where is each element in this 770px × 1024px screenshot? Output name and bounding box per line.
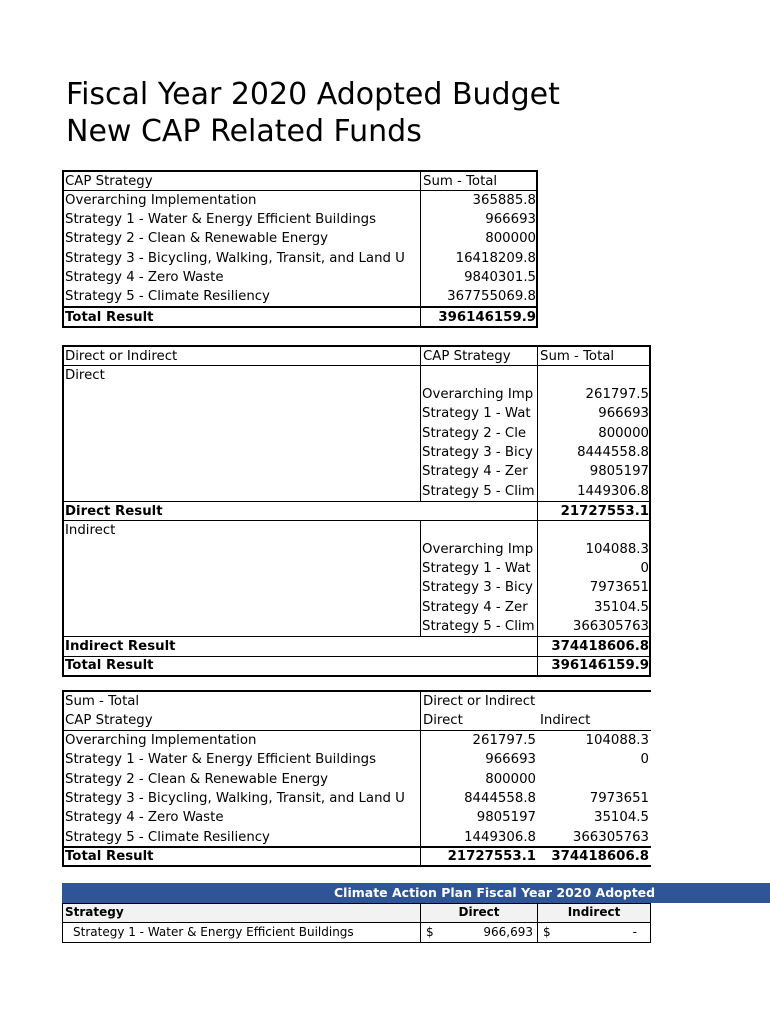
table2-indirect-strategy: Strategy 3 - Bicy (422, 580, 533, 595)
title-line-2: New CAP Related Funds (66, 114, 422, 149)
table3-corner-label: Sum - Total (65, 694, 140, 709)
table2-indirect-total: 7973651 (589, 580, 649, 595)
table3-row-indirect: 366305763 (572, 830, 649, 845)
table2-header-total: Sum - Total (540, 349, 615, 364)
table2-total-label: Total Result (65, 658, 154, 673)
table3-row-direct: 966693 (485, 752, 536, 767)
table3-row-indirect (539, 770, 649, 789)
table2-col2-divider (537, 345, 538, 677)
table2-direct-strategy: Overarching Imp (422, 387, 534, 402)
table4-col-direct: Direct (458, 905, 500, 919)
table3-total-label: Total Result (65, 849, 154, 864)
table3-row-strategy: Strategy 1 - Water & Energy Efficient Buildings (65, 752, 376, 767)
table3-col-direct: Direct (423, 713, 463, 728)
table2-indirect-total: 104088.3 (585, 542, 649, 557)
table3-col-divider (420, 690, 421, 867)
table2-header-strategy: CAP Strategy (423, 349, 511, 364)
table1-row-total: 966693 (485, 212, 536, 227)
table1-row-strategy: Strategy 5 - Climate Resiliency (65, 289, 270, 304)
table2-direct-total: 9805197 (589, 464, 649, 479)
table3-col-indirect: Indirect (540, 713, 591, 728)
table2-direct-strategy: Strategy 4 - Zer (422, 464, 528, 479)
table2-header-direct-indirect: Direct or Indirect (65, 349, 178, 364)
table1-col-divider (420, 170, 421, 328)
table1-row-strategy: Strategy 1 - Water & Energy Efficient Buildings (65, 212, 376, 227)
table1-row-strategy: Strategy 3 - Bicycling, Walking, Transit, and Land U (65, 251, 405, 266)
table3-left-rule (62, 690, 64, 867)
table2-direct-total: 261797.5 (585, 387, 649, 402)
table4-banner-title: Climate Action Plan Fiscal Year 2020 Adopted (334, 885, 656, 900)
table2-indirect-total: 0 (640, 561, 649, 576)
table3-total-indirect: 374418606.8 (551, 849, 649, 864)
table1-row-strategy: Overarching Implementation (65, 193, 257, 208)
table3-row-direct: 1449306.8 (464, 830, 536, 845)
table3-row-indirect: 0 (640, 752, 649, 767)
table4-banner (62, 883, 770, 903)
table2-indirect-strategy: Overarching Imp (422, 542, 534, 557)
table3-row-indirect: 35104.5 (594, 810, 649, 825)
table4-row-direct: 966,693 (483, 925, 533, 939)
table3-row-indirect: 104088.3 (585, 733, 649, 748)
table2-indirect-strategy: Strategy 5 - Clim (422, 619, 535, 634)
table2-direct-group-label: Direct (65, 368, 105, 383)
table2-indirect-result-label: Indirect Result (65, 639, 176, 654)
table4-row-indirect: - (632, 925, 637, 939)
table4-col-strategy: Strategy (65, 905, 124, 919)
table3-row-direct: 800000 (485, 772, 536, 787)
table3-row-strategy: Strategy 2 - Clean & Renewable Energy (65, 772, 329, 787)
table3-row-direct: 261797.5 (472, 733, 536, 748)
table1-row-total: 9840301.5 (464, 270, 536, 285)
table2-indirect-strategy: Strategy 4 - Zer (422, 600, 528, 615)
table2-direct-result-value: 21727553.1 (560, 504, 649, 519)
table4-col-indirect: Indirect (567, 905, 621, 919)
table4-row-strategy: Strategy 1 - Water & Energy Efficient Buildings (73, 925, 354, 939)
table2-direct-strategy: Strategy 3 - Bicy (422, 445, 533, 460)
table2-col1-divider-mid (420, 520, 421, 637)
table2-direct-total: 8444558.8 (577, 445, 649, 460)
table1-total-label: Total Result (65, 310, 154, 325)
table2-col1-divider-top (420, 345, 421, 501)
table1-row-strategy: Strategy 2 - Clean & Renewable Energy (65, 231, 329, 246)
table4-right-rule (650, 903, 651, 942)
table2-indirect-strategy: Strategy 1 - Wat (422, 561, 531, 576)
table2-direct-result-label: Direct Result (65, 504, 163, 519)
table2-direct-total: 800000 (598, 426, 649, 441)
table1-row-total: 367755069.8 (447, 289, 536, 304)
table1-row-total: 16418209.8 (455, 251, 536, 266)
table3-row-direct: 9805197 (476, 810, 536, 825)
table2-indirect-result-value: 374418606.8 (551, 639, 649, 654)
table2-direct-total: 966693 (598, 406, 649, 421)
title-line-1: Fiscal Year 2020 Adopted Budget (66, 77, 560, 112)
table1-row-total: 365885.8 (472, 193, 536, 208)
table3-row-header: CAP Strategy (65, 713, 153, 728)
table3-col-group-label: Direct or Indirect (423, 694, 536, 709)
table2-direct-total: 1449306.8 (577, 484, 649, 499)
table1-header-strategy: CAP Strategy (65, 174, 153, 189)
table3-row-strategy: Overarching Implementation (65, 733, 257, 748)
table1-header-total: Sum - Total (423, 174, 498, 189)
table3-row-indirect: 7973651 (589, 791, 649, 806)
table3-row-direct: 8444558.8 (464, 791, 536, 806)
table3-total-direct: 21727553.1 (447, 849, 536, 864)
table2-direct-strategy: Strategy 1 - Wat (422, 406, 531, 421)
page-title (66, 76, 560, 150)
table2-direct-strategy: Strategy 5 - Clim (422, 484, 535, 499)
table4-left-rule (62, 903, 63, 942)
table1-total-value: 396146159.9 (438, 310, 536, 325)
table4-row-bottom-rule (62, 942, 651, 943)
table3-row-strategy: Strategy 3 - Bicycling, Walking, Transit, and Land U (65, 791, 405, 806)
table4-row-indirect-currency: $ (543, 925, 551, 939)
table2-indirect-total: 35104.5 (594, 600, 649, 615)
table3-row-strategy: Strategy 4 - Zero Waste (65, 810, 224, 825)
table1-row-total: 800000 (485, 231, 536, 246)
table1-row-strategy: Strategy 4 - Zero Waste (65, 270, 224, 285)
table2-total-value: 396146159.9 (551, 658, 649, 673)
table3-row-strategy: Strategy 5 - Climate Resiliency (65, 830, 270, 845)
table4-row-direct-currency: $ (426, 925, 434, 939)
table2-indirect-total: 366305763 (572, 619, 649, 634)
table2-indirect-group-label: Indirect (65, 523, 116, 538)
table2-direct-strategy: Strategy 2 - Cle (422, 426, 527, 441)
